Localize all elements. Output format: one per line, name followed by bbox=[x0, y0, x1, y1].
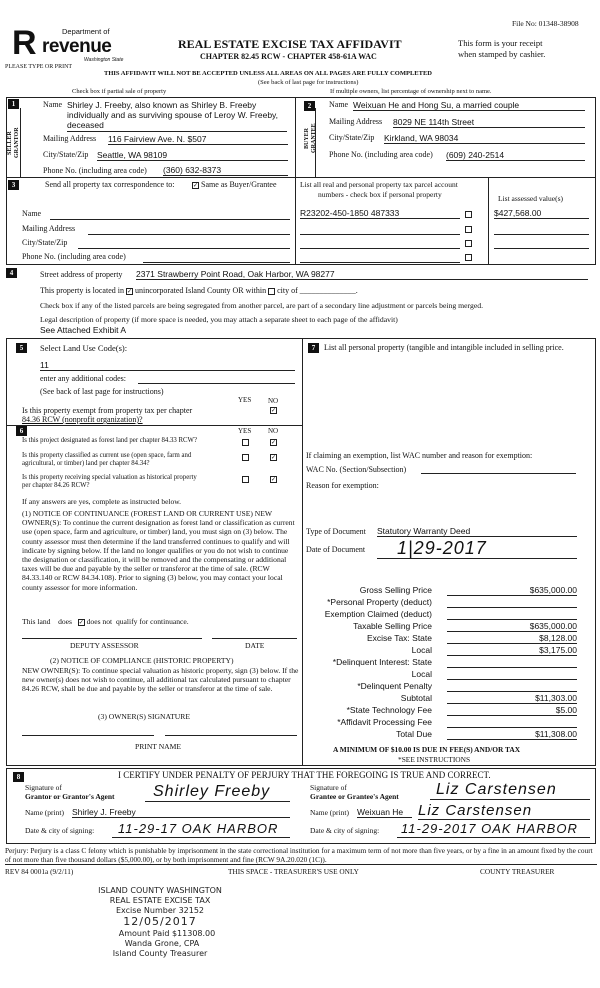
seller-phone-field[interactable]: (360) 632-8373 bbox=[163, 165, 288, 176]
stamp-date: 12/05/2017 bbox=[123, 915, 197, 928]
deputy-assessor-line[interactable] bbox=[22, 638, 202, 639]
section-5-number: 5 bbox=[16, 343, 27, 353]
s6-no-header: NO bbox=[268, 427, 279, 435]
doc-date-field[interactable]: 1|29-2017 bbox=[377, 538, 577, 559]
same-as-buyer-checkbox[interactable]: ✓ bbox=[193, 182, 199, 189]
exempt-question-1: Is this property exempt from property tax per chapter bbox=[22, 406, 193, 415]
logo-dept: Department of bbox=[62, 27, 110, 36]
buyer-grantee-label: BUYER GRANTEE bbox=[304, 123, 317, 153]
fee-value[interactable] bbox=[447, 669, 577, 680]
county-treasurer-label: COUNTY TREASURER bbox=[480, 867, 555, 876]
perjury-notice: Perjury: Perjury is a class C felony which is punishable by imprisonment in the state correctional institution for a maximum term of not more than five years, or by a fine in an amount fixed by the court of not more than five thousand dollars ($5,000.00), or by both imprisonment and fine (RCW 9A.20.020 (1C)). bbox=[5, 846, 597, 865]
grantor-signature[interactable]: Shirley Freeby bbox=[145, 783, 290, 802]
section-6-number: 6 bbox=[16, 426, 27, 436]
seller-name-line2[interactable]: individually and as surviving spouse of Leroy W. Freeby, bbox=[67, 110, 279, 120]
fee-value[interactable]: $5.00 bbox=[447, 705, 577, 716]
buyer-address-field[interactable]: 8029 NE 114th Street bbox=[393, 117, 585, 128]
buyer-city-label: City/State/Zip bbox=[329, 133, 375, 142]
warning: THIS AFFIDAVIT WILL NOT BE ACCEPTED UNLESS ALL AREAS ON ALL PAGES ARE FULLY COMPLETED bbox=[104, 70, 432, 77]
street-address-field[interactable]: 2371 Strawberry Point Road, Oak Harbor, WA 98277 bbox=[136, 269, 588, 280]
logo-state: Washington State bbox=[84, 57, 124, 63]
fee-value[interactable] bbox=[447, 597, 577, 608]
forest-land-question: Is this project designated as forest land per chapter 84.33 RCW? bbox=[22, 437, 197, 444]
fee-label: Subtotal bbox=[400, 693, 432, 703]
section-2-number: 2 bbox=[304, 101, 315, 111]
certify-statement: I CERTIFY UNDER PENALTY OF PERJURY THAT THE FOREGOING IS TRUE AND CORRECT. bbox=[118, 770, 491, 780]
section-8-number: 8 bbox=[13, 772, 24, 782]
fee-value[interactable] bbox=[447, 609, 577, 620]
qualify-label: qualify for continuance. bbox=[115, 617, 189, 626]
personal-property-checkbox-3[interactable] bbox=[465, 240, 472, 247]
buyer-phone-field[interactable]: (609) 240-2514 bbox=[446, 150, 585, 161]
current-use-question-1: Is this property classified as current use (open space, farm and bbox=[22, 452, 192, 459]
seller-address-label: Mailing Address bbox=[43, 134, 97, 143]
additional-codes-field[interactable] bbox=[138, 383, 295, 384]
seller-name-label: Name bbox=[43, 100, 63, 109]
tax-phone-label: Phone No. (including area code) bbox=[22, 252, 126, 261]
fee-label: Gross Selling Price bbox=[359, 585, 432, 595]
stamp-treasurer-title: Island County Treasurer bbox=[112, 949, 208, 958]
doc-type-label: Type of Document bbox=[306, 527, 366, 536]
seller-city-label: City/State/Zip bbox=[43, 150, 89, 159]
partial-sale-label: Check box if partial sale of property bbox=[72, 88, 167, 95]
grantor-name-label: Name (print) bbox=[25, 808, 64, 817]
stamp-tax: REAL ESTATE EXCISE TAX bbox=[109, 896, 211, 905]
historical-no-checkbox[interactable]: ✓ bbox=[271, 476, 277, 483]
additional-codes-label: enter any additional codes: bbox=[40, 374, 126, 383]
logo-main: revenue bbox=[42, 36, 112, 57]
notice-of-compliance-title: (2) NOTICE OF COMPLIANCE (HISTORIC PROPERTY) bbox=[50, 656, 234, 665]
seller-name-line3[interactable]: deceased bbox=[67, 120, 104, 130]
grantor-name-field[interactable]: Shirley J. Freeby bbox=[72, 807, 290, 818]
tax-address-field[interactable] bbox=[88, 234, 290, 235]
tax-phone-field[interactable] bbox=[143, 262, 290, 263]
does-not-checkbox[interactable]: ✓ bbox=[78, 619, 84, 626]
fee-value[interactable]: $635,000.00 bbox=[447, 621, 577, 632]
parcel-header-1: List all real and personal property tax parcel account bbox=[300, 180, 458, 189]
fee-label: Exemption Claimed (deduct) bbox=[324, 609, 432, 619]
fee-label: *Personal Property (deduct) bbox=[327, 597, 432, 607]
parcel-header-2: numbers - check box if personal property bbox=[318, 190, 442, 199]
seller-city-field[interactable]: Seattle, WA 98109 bbox=[97, 150, 288, 161]
personal-property-checkbox-2[interactable] bbox=[465, 226, 472, 233]
grantee-name-field[interactable]: Weixuan He bbox=[357, 807, 412, 818]
buyer-address-label: Mailing Address bbox=[329, 117, 383, 126]
fee-label: Total Due bbox=[396, 729, 432, 739]
form-title: REAL ESTATE EXCISE TAX AFFIDAVIT bbox=[178, 37, 402, 51]
seller-grantor-label: SELLER GRANTOR bbox=[7, 127, 20, 159]
logo-r-icon: R bbox=[12, 24, 37, 62]
land-use-code-field[interactable]: 11 bbox=[40, 360, 295, 371]
fee-value[interactable] bbox=[447, 657, 577, 668]
seller-address-field[interactable]: 116 Fairview Ave. N. $507 bbox=[108, 134, 288, 145]
reason-label: Reason for exemption: bbox=[306, 481, 379, 490]
fee-value[interactable] bbox=[447, 681, 577, 692]
fee-label: *Affidavit Processing Fee bbox=[337, 717, 432, 727]
exempt-question-2: 84.36 RCW (nonprofit organization)? bbox=[22, 415, 143, 424]
section-7-number: 7 bbox=[308, 343, 319, 353]
fee-label: *Delinquent Interest: State bbox=[332, 657, 432, 667]
form-chapter: CHAPTER 82.45 RCW - CHAPTER 458-61A WAC bbox=[200, 52, 377, 61]
does-label: does bbox=[58, 617, 72, 626]
current-use-question-2: agricultural, or timber) land per chapter 84.34? bbox=[22, 460, 150, 467]
assessed-header: List assessed value(s) bbox=[498, 194, 563, 203]
forest-yes-checkbox[interactable] bbox=[242, 439, 249, 446]
grantee-date-field[interactable]: 11-29-2017 OAK HARBOR bbox=[397, 821, 590, 838]
grantor-sig-of: Signature of bbox=[25, 783, 62, 792]
parcel-number-field[interactable]: R23202-450-1850 487333 bbox=[300, 208, 460, 219]
fee-label: *Delinquent Penalty bbox=[357, 681, 432, 691]
assessed-value-field[interactable]: $427,568.00 bbox=[494, 208, 589, 219]
doc-type-field[interactable]: Statutory Warranty Deed bbox=[377, 526, 577, 537]
doc-date-label: Date of Document bbox=[306, 545, 366, 554]
tax-address-label: Mailing Address bbox=[22, 224, 76, 233]
land-use-instructions: (See back of last page for instructions) bbox=[40, 387, 164, 396]
multiple-owners-note: If multiple owners, list percentage of ownership next to name. bbox=[330, 88, 492, 95]
historical-question-2: per chapter 84.26 RCW? bbox=[22, 482, 90, 489]
section-1-number: 1 bbox=[8, 99, 19, 109]
deputy-assessor-label: DEPUTY ASSESSOR bbox=[70, 641, 139, 650]
notice-of-compliance: NEW OWNER(S): To continue special valuation as historic property, sign (3) below. If the new owner(s) does not wish to continue, all additional tax calculated pursuant to chapter 84.26 RCW, shall be due and payable by the seller or transferor at the time of sale. bbox=[22, 666, 299, 694]
section-4-number: 4 bbox=[6, 268, 17, 278]
tax-name-label: Name bbox=[22, 209, 42, 218]
legal-description-label: Legal description of property (if more space is needed, you may attach a separate sheet to each page of the affidavit) bbox=[40, 315, 398, 324]
current-use-no-checkbox[interactable]: ✓ bbox=[271, 454, 277, 461]
fee-label: Local bbox=[411, 645, 432, 655]
stamp-treasurer-name: Wanda Grone, CPA bbox=[124, 939, 200, 948]
tax-city-label: City/State/Zip bbox=[22, 238, 68, 247]
wac-label: WAC No. (Section/Subsection) bbox=[306, 465, 407, 474]
send-tax-label: Send all property tax correspondence to: bbox=[45, 180, 175, 189]
forest-no-checkbox[interactable]: ✓ bbox=[271, 439, 277, 446]
grantor-agent-label: Grantor or Grantor's Agent bbox=[25, 792, 115, 801]
assessor-date-label: DATE bbox=[245, 641, 265, 650]
section-3-number: 3 bbox=[8, 180, 19, 190]
this-land-label: This land bbox=[22, 617, 51, 626]
fee-value[interactable]: $3,175.00 bbox=[447, 645, 577, 656]
s5-no-header: NO bbox=[268, 397, 279, 405]
tax-name-field[interactable] bbox=[50, 219, 290, 220]
file-number: File No: 01348-38908 bbox=[512, 19, 579, 28]
fee-value[interactable]: $635,000.00 bbox=[447, 585, 577, 596]
stamp-amount: Amount Paid $11308.00 bbox=[118, 929, 216, 938]
street-address-label: Street address of property bbox=[40, 270, 123, 279]
seller-name-line1[interactable]: Shirley J. Freeby, also known as Shirley B. Freeby bbox=[67, 100, 257, 110]
historical-question-1: Is this property receiving special valuation as historical property bbox=[22, 474, 197, 481]
please-type: PLEASE TYPE OR PRINT bbox=[5, 64, 73, 70]
grantee-sig-of: Signature of bbox=[310, 783, 347, 792]
grantee-name-label: Name (print) bbox=[310, 808, 349, 817]
located-label: This property is located in bbox=[40, 286, 124, 295]
receipt-note-1: This form is your receipt bbox=[458, 38, 543, 48]
exemption-label: If claiming an exemption, list WAC number and reason for exemption: bbox=[306, 451, 533, 460]
print-name-label: PRINT NAME bbox=[135, 742, 182, 751]
legal-description-field[interactable]: See Attached Exhibit A bbox=[40, 325, 127, 335]
grantee-date-label: Date & city of signing: bbox=[310, 826, 380, 835]
grantee-signature[interactable]: Liz Carstensen bbox=[430, 781, 590, 800]
land-use-label: Select Land Use Code(s): bbox=[40, 343, 128, 353]
buyer-name-label: Name bbox=[329, 100, 349, 109]
treasurer-space-label: THIS SPACE - TREASURER'S USE ONLY bbox=[228, 867, 359, 876]
fee-label: Taxable Selling Price bbox=[353, 621, 432, 631]
owner-signature-line[interactable] bbox=[22, 735, 154, 736]
personal-property-label: List all personal property (tangible and intangible included in selling price. bbox=[324, 343, 564, 352]
see-instructions: *SEE INSTRUCTIONS bbox=[398, 755, 471, 764]
same-as-buyer-label: Same as Buyer/Grantee bbox=[201, 180, 277, 189]
buyer-city-field[interactable]: Kirkland, WA 98034 bbox=[384, 133, 585, 144]
fee-value[interactable]: $11,303.00 bbox=[447, 693, 577, 704]
minimum-notice: A MINIMUM OF $10.00 IS DUE IN FEE(S) AND/OR TAX bbox=[333, 745, 521, 754]
fee-label: Excise Tax: State bbox=[366, 633, 432, 643]
historical-yes-checkbox[interactable] bbox=[242, 476, 249, 483]
if-yes-note: If any answers are yes, complete as instructed below. bbox=[22, 497, 182, 506]
s5-yes-header: YES bbox=[238, 396, 252, 404]
fee-label: *State Technology Fee bbox=[346, 705, 432, 715]
grantee-agent-label: Grantee or Grantee's Agent bbox=[310, 792, 399, 801]
city-checkbox[interactable] bbox=[268, 288, 275, 295]
receipt-note-2: when stamped by cashier. bbox=[458, 49, 546, 59]
assessor-date-line[interactable] bbox=[212, 638, 297, 639]
does-not-label: does not bbox=[86, 617, 113, 626]
personal-property-checkbox-4[interactable] bbox=[465, 254, 472, 261]
segregated-label: Check box if any of the listed parcels are being segregated from another parcel, are part of a secondary line adjustment or parcels being merged. bbox=[40, 301, 483, 310]
grantor-date-label: Date & city of signing: bbox=[25, 826, 95, 835]
seller-phone-label: Phone No. (including area code) bbox=[43, 166, 147, 175]
fee-value[interactable] bbox=[447, 717, 577, 728]
owner-signature-label: (3) OWNER(S) SIGNATURE bbox=[98, 712, 190, 721]
wac-field[interactable] bbox=[421, 473, 576, 474]
unincorporated-checkbox[interactable]: ✓ bbox=[126, 288, 133, 295]
grantee-name-handwritten: Liz Carstensen bbox=[418, 802, 590, 820]
s6-yes-header: YES bbox=[238, 427, 252, 435]
personal-property-checkbox-1[interactable] bbox=[465, 211, 472, 218]
buyer-phone-label: Phone No. (including area code) bbox=[329, 150, 433, 159]
fee-label: Local bbox=[411, 669, 432, 679]
exempt-no-checkbox[interactable]: ✓ bbox=[271, 407, 277, 414]
tax-city-field[interactable] bbox=[78, 248, 290, 249]
stamp-excise-number: Excise Number 32152 bbox=[115, 906, 205, 915]
buyer-name-field[interactable]: Weixuan He and Hong Su, a married couple bbox=[353, 100, 585, 111]
city-label: city of ______________. bbox=[277, 286, 358, 295]
form-revision: REV 84 0001a (9/2/11) bbox=[5, 867, 74, 876]
stamp-county: ISLAND COUNTY WASHINGTON bbox=[98, 886, 222, 895]
current-use-yes-checkbox[interactable] bbox=[242, 454, 249, 461]
unincorporated-label: unincorporated Island County OR within bbox=[134, 286, 267, 295]
see-back: (See back of last page for instructions) bbox=[258, 79, 359, 86]
grantor-date-field[interactable]: 11-29-17 OAK HARBOR bbox=[112, 821, 290, 838]
fee-value[interactable]: $11,308.00 bbox=[447, 729, 577, 740]
fee-value[interactable]: $8,128.00 bbox=[447, 633, 577, 644]
notice-of-continuance: (1) NOTICE OF CONTINUANCE (FOREST LAND OR CURRENT USE) NEW OWNER(S): To continue the current designation as forest land or classification as current use (open space, farm and agriculture, or timber) land, you must sign on (3) below. The county assessor must then determine if the land transferred continues to qualify and will indicate by signing below. If the land no longer qualifies or you do not wish to continue the designation or classification, it will be removed and the compensating or additional taxes will be due and payable by the seller or transferor at the time of sale. (RCW 84.33.140 or RCW 84.34.108). Prior to signing (3) below, you may contact your local county assessor for more information. bbox=[22, 509, 295, 592]
